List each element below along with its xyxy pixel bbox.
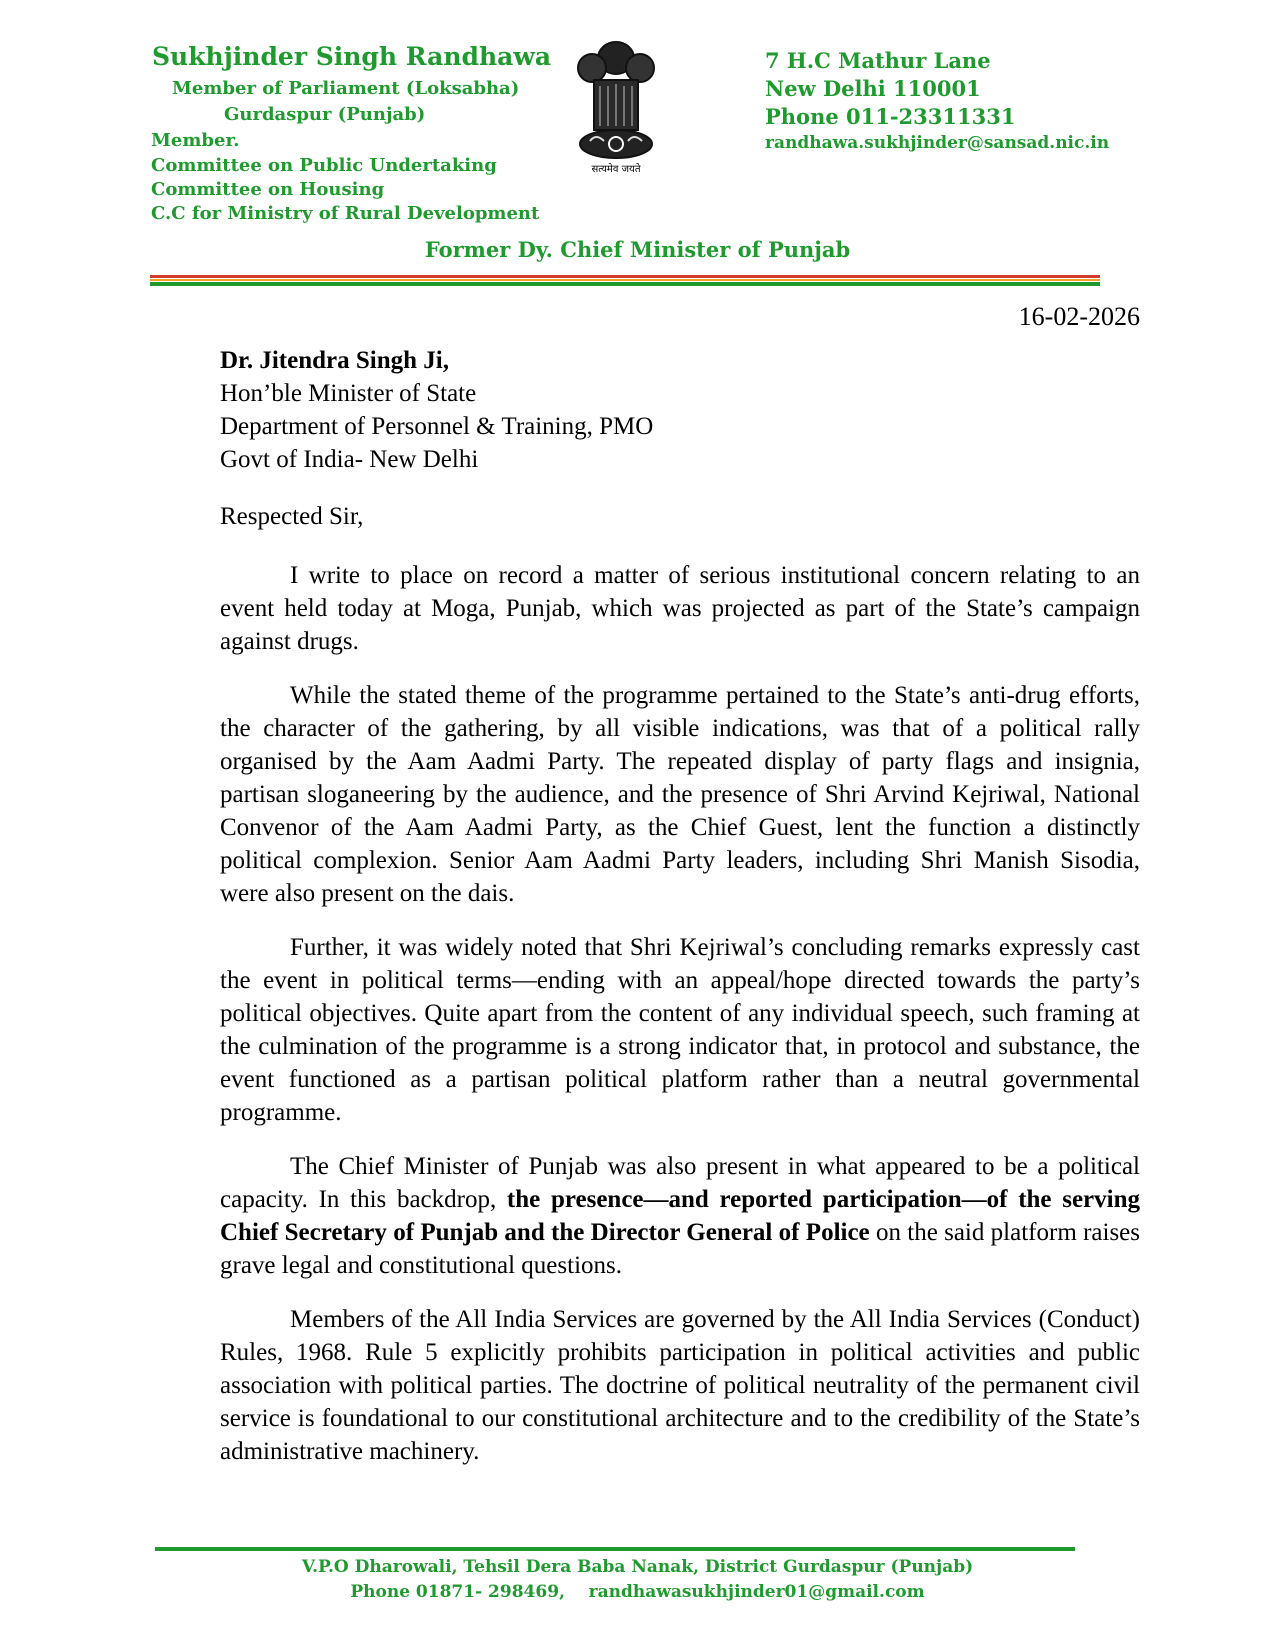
paragraph-4-bold: the presence—and reported participation—of the serving Chief Secretary of Punjab and the Director General of Police bbox=[220, 1186, 1140, 1246]
footer-address: V.P.O Dharowali, Tehsil Dera Baba Nanak, District Gurdaspur (Punjab) bbox=[301, 1557, 974, 1577]
address-line2: New Delhi 110001 bbox=[765, 76, 981, 101]
footer-contact: Phone 01871- 298469, randhawasukhjinder01@gmail.com bbox=[350, 1582, 925, 1602]
salutation: Respected Sir, bbox=[220, 503, 364, 530]
recipient-department: Department of Personnel & Training, PMO bbox=[220, 413, 654, 440]
paragraph-4-end: on the said platform raises grave legal and constitutional questions. bbox=[220, 1219, 1140, 1279]
letter-date: 16-02-2026 bbox=[1018, 302, 1140, 331]
recipient-title: Hon’ble Minister of State bbox=[220, 380, 477, 407]
paragraph-1: I write to place on record a matter of serious institutional concern relating to an event held today at Moga, Punjab, which was projected as part of the State’s campaign against drugs. bbox=[220, 562, 1140, 655]
committee-item: C.C for Ministry of Rural Development bbox=[151, 203, 540, 224]
member-label: Member. bbox=[151, 130, 240, 151]
paragraph-4-start: The Chief Minister of Punjab was also present in what appeared to be a political capacity. In this backdrop, bbox=[220, 1153, 1140, 1213]
header-rule-red bbox=[150, 275, 1100, 278]
recipient-name: Dr. Jitendra Singh Ji, bbox=[220, 347, 449, 374]
footer-rule bbox=[155, 1547, 1075, 1551]
committee-item: Committee on Housing bbox=[151, 179, 385, 200]
recipient-block bbox=[220, 344, 1140, 476]
national-emblem-icon bbox=[572, 36, 660, 176]
email-address: randhawa.sukhjinder@sansad.nic.in bbox=[765, 133, 1110, 153]
paragraph-3: Further, it was widely noted that Shri Kejriwal’s concluding remarks expressly cast the event in political terms—ending with an appeal/hope directed towards the party’s political objectives. Quite apart from the content of any individual speech, such framing at the culmination of the programme is a strong indicator that, in protocol and substance, the event functioned as a partisan political platform rather than a neutral governmental programme. bbox=[220, 934, 1140, 1126]
mp-constituency: Gurdaspur (Punjab) bbox=[224, 104, 426, 125]
paragraph-5: Members of the All India Services are governed by the All India Services (Conduct) Rules, 1968. Rule 5 explicitly prohibits participation in political activities and public association with political parties. The doctrine of political neutrality of the permanent civil service is foundational to our constitutional architecture and to the credibility of the State’s administrative machinery. bbox=[220, 1306, 1140, 1465]
phone-number: Phone 011-23311331 bbox=[765, 104, 1016, 129]
paragraph-2: While the stated theme of the programme pertained to the State’s anti-drug efforts, the character of the gathering, by all visible indications, was that of a political rally organised by the Aam Aadmi Party. The repeated display of party flags and insignia, partisan sloganeering by the audience, and the presence of Shri Arvind Kejriwal, National Convenor of the Aam Aadmi Party, as the Chief Guest, lent the function a distinctly political complexion. Senior Aam Aadmi Party leaders, including Shri Manish Sisodia, were also present on the dais. bbox=[220, 682, 1140, 907]
letter-body bbox=[220, 559, 1140, 1489]
recipient-location: Govt of India- New Delhi bbox=[220, 446, 479, 473]
mp-title: Member of Parliament (Loksabha) bbox=[172, 78, 520, 99]
paragraph-4 bbox=[220, 1150, 1140, 1282]
header-rule-green bbox=[150, 282, 1100, 286]
address-line1: 7 H.C Mathur Lane bbox=[765, 48, 991, 73]
former-post: Former Dy. Chief Minister of Punjab bbox=[424, 237, 851, 262]
header-rule-orange bbox=[150, 279, 1100, 281]
committee-item: Committee on Public Undertaking bbox=[151, 155, 497, 176]
emblem-motto: सत्यमेव जयते bbox=[591, 164, 641, 175]
mp-name: Sukhjinder Singh Randhawa bbox=[152, 42, 552, 71]
